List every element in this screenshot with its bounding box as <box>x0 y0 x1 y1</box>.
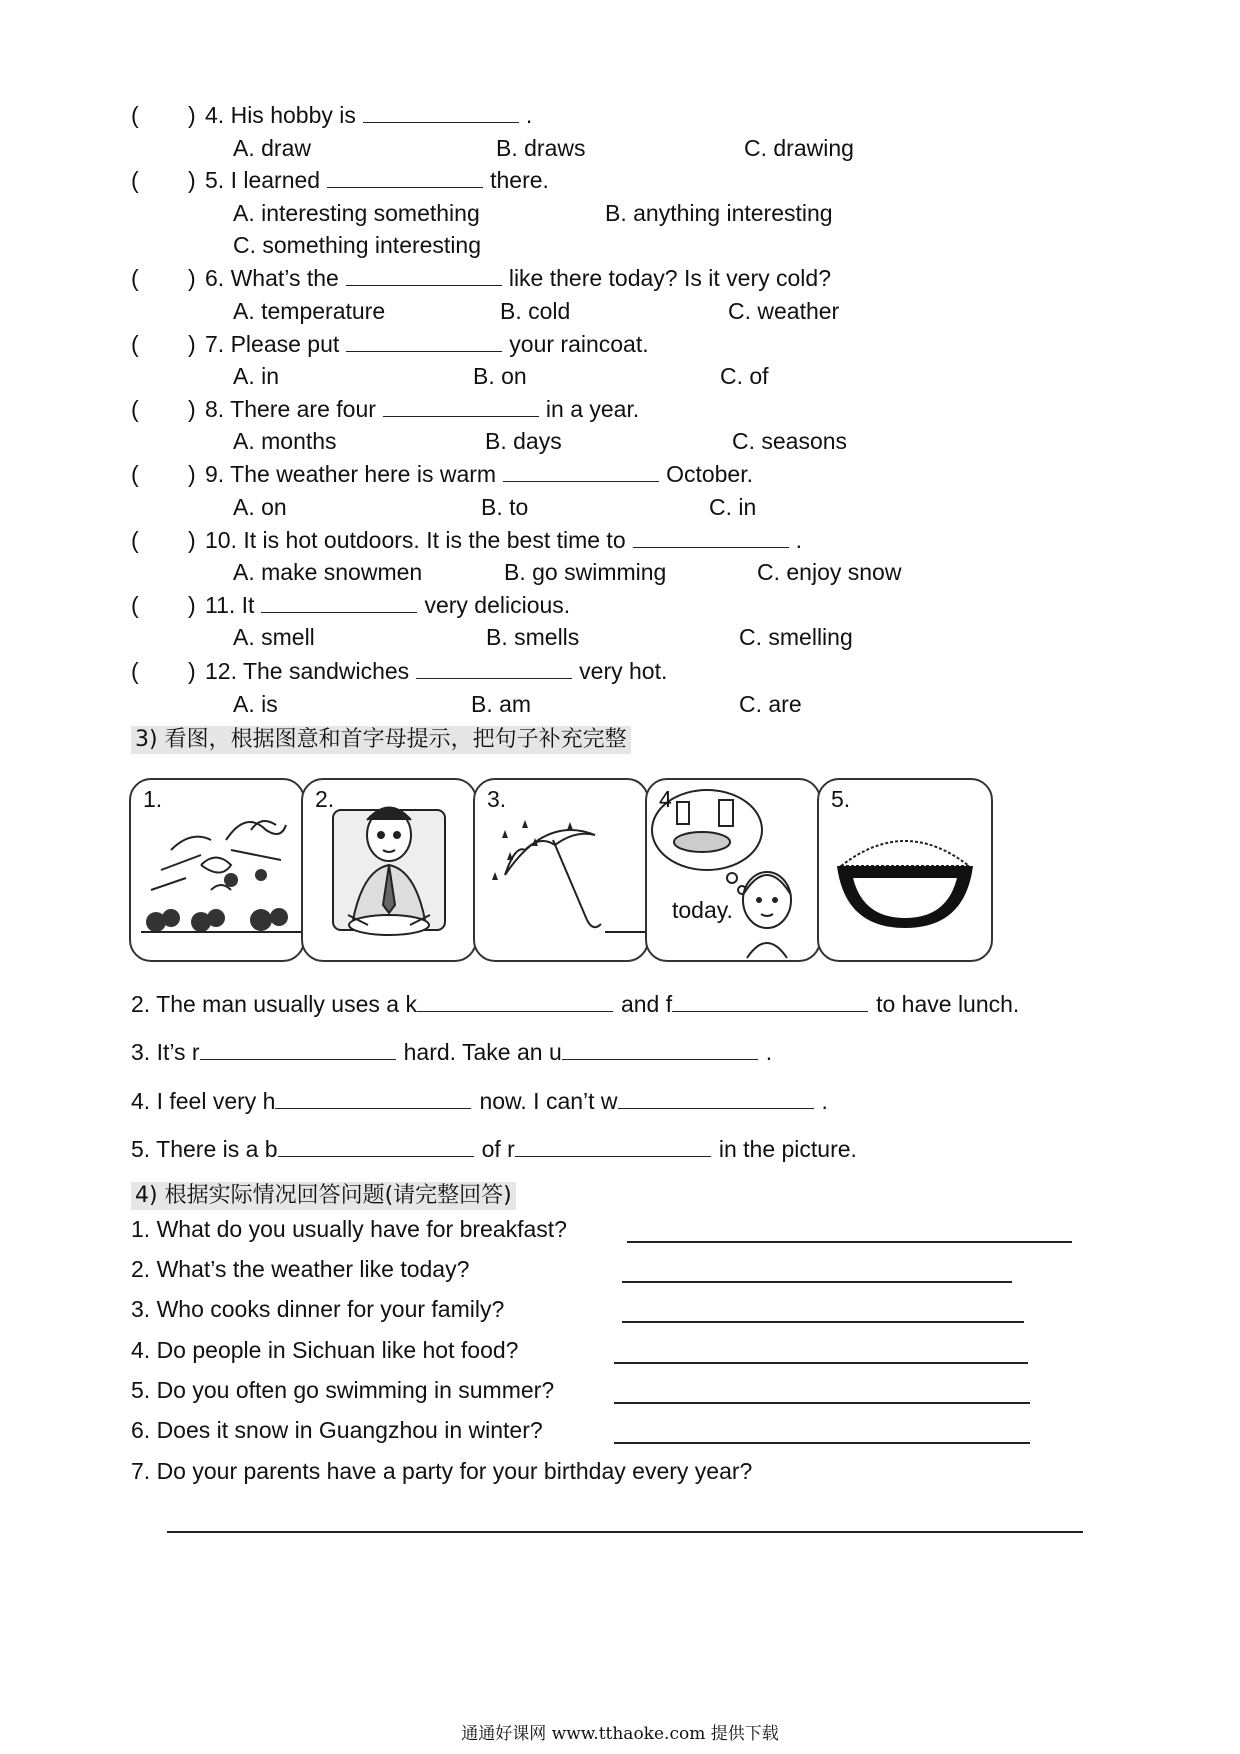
sentence-start: 5. There is a b <box>131 1136 278 1162</box>
question-number: 5. <box>205 167 225 193</box>
question-number: 11. <box>205 592 236 618</box>
picture-3 <box>473 778 649 962</box>
sentence-start: 2. The man usually uses a k <box>131 991 417 1017</box>
picture-1-number: 1. <box>143 786 163 812</box>
footer-credit: 通通好课网 www.tthaoke.com 提供下载 <box>461 1724 779 1744</box>
answer-bracket-open: ( <box>131 396 139 422</box>
fill-sentence <box>131 1135 857 1163</box>
answer-bracket-close: ) <box>188 102 196 128</box>
question-number: 8. <box>205 396 225 422</box>
fill-sentence <box>131 990 1019 1018</box>
answer-bracket-open: ( <box>131 461 139 487</box>
question-7 <box>205 330 649 358</box>
answer-blank[interactable] <box>515 1136 711 1157</box>
question-4 <box>205 101 532 129</box>
answer-bracket-open: ( <box>131 658 139 684</box>
answer-bracket-close: ) <box>188 527 196 553</box>
question-text: It is hot outdoors. It is the best time to <box>243 527 626 553</box>
section-3-title: 3) 看图，根据图意和首字母提示，把句子补充完整 <box>131 726 631 754</box>
option-b[interactable]: B. cold <box>500 298 571 324</box>
answer-line[interactable] <box>614 1362 1028 1364</box>
sentence-middle: of r <box>481 1136 515 1162</box>
answer-bracket-open: ( <box>131 102 139 128</box>
answer-bracket-close: ) <box>188 658 196 684</box>
sentence-end: in the picture. <box>718 1136 857 1162</box>
answer-blank[interactable] <box>633 527 789 548</box>
option-c[interactable]: C. something interesting <box>233 232 482 258</box>
option-b[interactable]: B. anything interesting <box>605 200 833 226</box>
answer-line[interactable] <box>614 1402 1030 1404</box>
picture-4 <box>645 778 821 962</box>
question-9 <box>205 460 753 488</box>
sentence-start: 3. It’s r <box>131 1039 200 1065</box>
answer-bracket-close: ) <box>188 592 196 618</box>
picture-caption: today. <box>672 897 733 923</box>
question-text-end: your raincoat. <box>509 331 649 357</box>
sentence-start: 4. I feel very h <box>131 1088 276 1114</box>
answer-blank[interactable] <box>416 658 572 679</box>
answer-bracket-open: ( <box>131 331 139 357</box>
answer-blank[interactable] <box>672 991 868 1012</box>
sentence-end: to have lunch. <box>876 991 1020 1017</box>
question-6 <box>205 264 831 292</box>
option-a[interactable]: A. on <box>233 494 287 520</box>
option-b[interactable]: B. am <box>471 691 532 717</box>
question-8 <box>205 395 639 423</box>
picture-1 <box>129 778 305 962</box>
option-b[interactable]: B. days <box>485 428 562 454</box>
option-b[interactable]: B. on <box>473 363 527 389</box>
answer-line[interactable] <box>627 1241 1072 1243</box>
question-text: What’s the <box>230 265 339 291</box>
sentence-middle: hard. Take an u <box>403 1039 562 1065</box>
answer-bracket-close: ) <box>188 167 196 193</box>
picture-4-number: 4 <box>659 786 672 812</box>
question-number: 9. <box>205 461 225 487</box>
answer-blank[interactable] <box>562 1039 758 1060</box>
question-text: Please put <box>230 331 340 357</box>
sentence-middle: and f <box>620 991 673 1017</box>
answer-bracket-open: ( <box>131 167 139 193</box>
question-text: The weather here is warm <box>230 461 497 487</box>
open-question: 1. What do you usually have for breakfast? <box>131 1216 567 1242</box>
option-a[interactable]: A. is <box>233 691 278 717</box>
answer-bracket-close: ) <box>188 265 196 291</box>
question-text: There are four <box>230 396 376 422</box>
answer-blank[interactable] <box>278 1136 474 1157</box>
answer-blank[interactable] <box>346 265 502 286</box>
question-text-end: . <box>525 102 533 128</box>
option-a[interactable]: A. make snowmen <box>233 559 423 585</box>
question-text: I learned <box>230 167 321 193</box>
option-b[interactable]: B. draws <box>496 135 586 161</box>
option-c[interactable]: C. of <box>720 363 769 389</box>
question-number: 10. <box>205 527 237 553</box>
option-c[interactable]: C. enjoy snow <box>757 559 902 585</box>
answer-bracket-close: ) <box>188 396 196 422</box>
question-text-end: like there today? Is it very cold? <box>508 265 831 291</box>
answer-bracket-open: ( <box>131 527 139 553</box>
option-a[interactable]: A. temperature <box>233 298 386 324</box>
answer-blank[interactable] <box>618 1088 814 1109</box>
question-text-end: there. <box>490 167 549 193</box>
question-text-end: very delicious. <box>424 592 571 618</box>
answer-blank[interactable] <box>261 592 417 613</box>
answer-bracket-open: ( <box>131 265 139 291</box>
question-text-end: . <box>795 527 803 553</box>
answer-line[interactable] <box>167 1531 1083 1533</box>
answer-blank[interactable] <box>275 1088 471 1109</box>
answer-bracket-close: ) <box>188 331 196 357</box>
option-a[interactable]: A. in <box>233 363 280 389</box>
option-a[interactable]: A. draw <box>233 135 311 161</box>
option-a[interactable]: A. months <box>233 428 337 454</box>
picture-5-number: 5. <box>831 786 851 812</box>
question-12 <box>205 657 667 685</box>
open-question: 7. Do your parents have a party for your birthday every year? <box>131 1458 753 1484</box>
open-question: 4. Do people in Sichuan like hot food? <box>131 1337 519 1363</box>
answer-line[interactable] <box>614 1442 1030 1444</box>
question-number: 4. <box>205 102 225 128</box>
section-4-title: 4) 根据实际情况回答问题(请完整回答) <box>131 1182 516 1210</box>
answer-blank[interactable] <box>327 167 483 188</box>
answer-line[interactable] <box>622 1321 1024 1323</box>
option-c[interactable]: C. smelling <box>739 624 853 650</box>
question-number: 6. <box>205 265 225 291</box>
open-question: 2. What’s the weather like today? <box>131 1256 470 1282</box>
answer-blank[interactable] <box>346 331 502 352</box>
option-c[interactable]: C. weather <box>728 298 840 324</box>
option-a[interactable]: A. interesting something <box>233 200 480 226</box>
sentence-end: . <box>821 1088 828 1114</box>
answer-bracket-open: ( <box>131 592 139 618</box>
open-question: 5. Do you often go swimming in summer? <box>131 1377 555 1403</box>
fill-sentence <box>131 1087 828 1115</box>
option-c[interactable]: C. drawing <box>744 135 854 161</box>
option-a[interactable]: A. smell <box>233 624 315 650</box>
picture-3-number: 3. <box>487 786 507 812</box>
sentence-middle: now. I can’t w <box>479 1088 618 1114</box>
fill-sentence <box>131 1038 772 1066</box>
option-c[interactable]: C. seasons <box>732 428 848 454</box>
question-11 <box>205 591 570 619</box>
answer-blank[interactable] <box>503 461 659 482</box>
question-text-end: October. <box>666 461 753 487</box>
picture-5 <box>817 778 993 962</box>
open-question: 6. Does it snow in Guangzhou in winter? <box>131 1417 543 1443</box>
answer-bracket-close: ) <box>188 461 196 487</box>
picture-2 <box>301 778 477 962</box>
question-text-end: in a year. <box>545 396 640 422</box>
question-text: The sandwiches <box>242 658 410 684</box>
answer-blank[interactable] <box>417 991 613 1012</box>
option-b[interactable]: B. go swimming <box>504 559 667 585</box>
option-c[interactable]: C. are <box>739 691 802 717</box>
picture-2-number: 2. <box>315 786 335 812</box>
question-number: 7. <box>205 331 225 357</box>
option-c[interactable]: C. in <box>709 494 757 520</box>
question-text: It <box>241 592 255 618</box>
question-text-end: very hot. <box>579 658 668 684</box>
question-text: His hobby is <box>230 102 356 128</box>
answer-blank[interactable] <box>200 1039 396 1060</box>
answer-blank[interactable] <box>363 102 519 123</box>
question-5 <box>205 166 549 194</box>
open-question: 3. Who cooks dinner for your family? <box>131 1296 505 1322</box>
answer-line[interactable] <box>622 1281 1012 1283</box>
sentence-end: . <box>765 1039 773 1065</box>
question-10 <box>205 526 802 554</box>
option-b[interactable]: B. to <box>481 494 529 520</box>
option-b[interactable]: B. smells <box>486 624 580 650</box>
question-number: 12. <box>205 658 237 684</box>
answer-blank[interactable] <box>383 396 539 417</box>
girl-thinking-food-icon <box>647 780 819 960</box>
